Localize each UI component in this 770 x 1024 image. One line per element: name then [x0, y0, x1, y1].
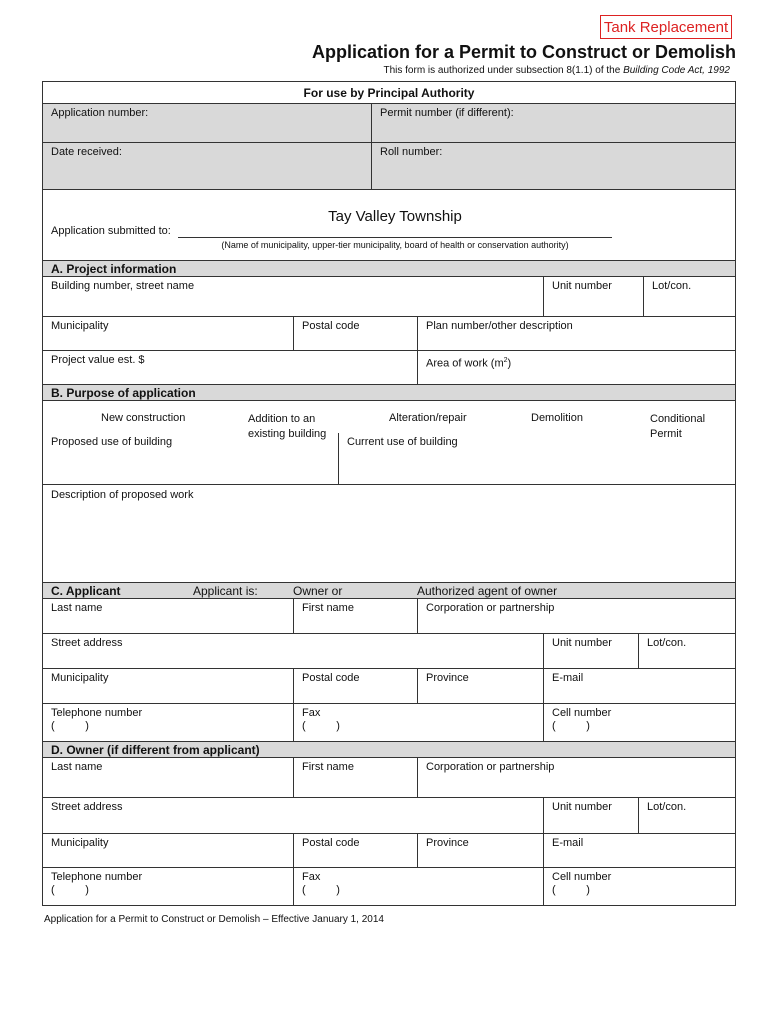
c-email-label: E-mail	[552, 672, 584, 684]
submitted-to-row	[43, 190, 735, 261]
c-corporation-label: Corporation or partnership	[426, 602, 555, 614]
form-title: Application for a Permit to Construct or Demolish	[311, 42, 736, 62]
b-use-row	[43, 433, 735, 485]
d-last-name-label: Last name	[51, 761, 103, 773]
d-fax-paren: ( )	[302, 884, 340, 896]
c-unit-number-label: Unit number	[552, 637, 612, 649]
submitted-to-caption: (Name of municipality, upper-tier municipality, board of health or conservation authority)	[221, 240, 569, 250]
section-b-header: B. Purpose of application	[43, 385, 735, 401]
d-email-field[interactable]	[543, 834, 735, 867]
permit-number-label: Permit number (if different):	[380, 107, 514, 119]
c-province-label: Province	[426, 672, 469, 684]
description-field[interactable]	[43, 485, 735, 582]
d-telephone-field[interactable]	[43, 868, 293, 905]
area-of-work-label: Area of work (m	[426, 357, 504, 370]
c-row-3	[43, 669, 735, 704]
d-first-name-label: First name	[302, 761, 354, 773]
applicant-agent-option[interactable]: Authorized agent of owner	[417, 584, 558, 598]
building-number-label: Building number, street name	[51, 280, 195, 292]
application-number-label: Application number:	[51, 107, 149, 119]
a-unit-number-label: Unit number	[552, 280, 612, 292]
option-addition-line2: existing building	[248, 428, 327, 440]
d-street-address-field[interactable]	[43, 798, 543, 833]
a-lot-con-label: Lot/con.	[652, 280, 692, 292]
principal-row-1	[43, 104, 735, 143]
project-value-field[interactable]	[43, 351, 417, 384]
permit-number-field[interactable]	[371, 104, 735, 142]
c-fax-field[interactable]	[293, 704, 543, 741]
area-close: )	[507, 357, 512, 370]
section-d-header: D. Owner (if different from applicant)	[43, 742, 735, 758]
building-number-field[interactable]	[43, 277, 543, 316]
b-description-row	[43, 485, 735, 583]
application-number-field[interactable]	[43, 104, 371, 142]
d-corporation-field[interactable]	[417, 758, 735, 797]
c-fax-label: Fax	[302, 707, 321, 719]
a-municipality-label: Municipality	[51, 320, 109, 332]
option-new-construction[interactable]: New construction	[101, 412, 186, 424]
c-row-1	[43, 599, 735, 634]
d-street-address-label: Street address	[51, 801, 123, 813]
authority-note	[383, 65, 730, 76]
section-c-title: C. Applicant	[51, 584, 121, 598]
a-row-3	[43, 351, 735, 385]
submitted-to-value[interactable]	[178, 208, 612, 238]
d-row-1	[43, 758, 735, 798]
d-province-label: Province	[426, 837, 469, 849]
submitted-to-label: Application submitted to:	[51, 225, 171, 237]
c-municipality-label: Municipality	[51, 672, 109, 684]
d-cell-field[interactable]	[543, 868, 735, 905]
d-province-field[interactable]	[417, 834, 543, 867]
plan-number-label: Plan number/other description	[426, 320, 573, 332]
c-municipality-field[interactable]	[43, 669, 293, 703]
description-label: Description of proposed work	[51, 489, 194, 501]
a-lot-con-field[interactable]	[643, 277, 735, 316]
d-row-3	[43, 834, 735, 868]
current-use-label: Current use of building	[347, 436, 458, 448]
d-postal-code-label: Postal code	[302, 837, 360, 849]
c-first-name-label: First name	[302, 602, 354, 614]
c-street-address-field[interactable]	[43, 634, 543, 668]
a-row-2	[43, 317, 735, 351]
c-cell-field[interactable]	[543, 704, 735, 741]
applicant-is-label: Applicant is:	[193, 584, 258, 598]
section-a-header: A. Project information	[43, 261, 735, 277]
roll-number-field[interactable]	[371, 143, 735, 189]
c-row-4	[43, 704, 735, 742]
permit-form	[42, 81, 736, 906]
c-unit-number-field[interactable]	[543, 634, 638, 668]
c-lot-con-label: Lot/con.	[647, 637, 687, 649]
d-cell-label: Cell number	[552, 871, 612, 883]
c-telephone-label: Telephone number	[51, 707, 143, 719]
tank-replacement-stamp: Tank Replacement	[600, 15, 732, 39]
d-email-label: E-mail	[552, 837, 584, 849]
submitted-to-value-text: Tay Valley Township	[328, 208, 462, 225]
option-demolition[interactable]: Demolition	[531, 412, 583, 424]
d-postal-code-field[interactable]	[293, 834, 417, 867]
authority-act: Building Code Act, 1992	[623, 65, 730, 76]
c-fax-paren: ( )	[302, 720, 340, 732]
c-last-name-label: Last name	[51, 602, 103, 614]
d-first-name-field[interactable]	[293, 758, 417, 797]
d-fax-field[interactable]	[293, 868, 543, 905]
option-addition-line1: Addition to an	[248, 413, 316, 425]
a-unit-number-field[interactable]	[543, 277, 643, 316]
d-telephone-label: Telephone number	[51, 871, 143, 883]
section-c-header	[43, 583, 735, 599]
date-received-label: Date received:	[51, 146, 122, 158]
d-unit-number-label: Unit number	[552, 801, 612, 813]
a-postal-code-field[interactable]	[293, 317, 417, 350]
project-value-label: Project value est. $	[51, 354, 145, 366]
c-province-field[interactable]	[417, 669, 543, 703]
plan-number-field[interactable]	[417, 317, 735, 350]
c-row-2	[43, 634, 735, 669]
c-last-name-field[interactable]	[43, 599, 293, 633]
d-corporation-label: Corporation or partnership	[426, 761, 555, 773]
d-cell-paren: ( )	[552, 884, 590, 896]
d-lot-con-field[interactable]	[638, 798, 735, 833]
option-conditional-line2: Permit	[650, 428, 682, 440]
d-municipality-label: Municipality	[51, 837, 109, 849]
authority-text: This form is authorized under subsection 8(1.1) of the	[383, 65, 624, 76]
c-telephone-paren: ( )	[51, 720, 89, 732]
a-postal-code-label: Postal code	[302, 320, 360, 332]
c-cell-label: Cell number	[552, 707, 612, 719]
a-municipality-field[interactable]	[43, 317, 293, 350]
c-lot-con-field[interactable]	[638, 634, 735, 668]
current-use-field[interactable]	[338, 433, 735, 484]
d-last-name-field[interactable]	[43, 758, 293, 797]
c-email-field[interactable]	[543, 669, 735, 703]
proposed-use-label: Proposed use of building	[51, 436, 173, 448]
c-postal-code-label: Postal code	[302, 672, 360, 684]
applicant-owner-option[interactable]: Owner or	[293, 584, 343, 598]
option-alteration[interactable]: Alteration/repair	[389, 412, 467, 424]
principal-authority-header: For use by Principal Authority	[43, 82, 735, 104]
c-telephone-field[interactable]	[43, 704, 293, 741]
c-corporation-field[interactable]	[417, 599, 735, 633]
b-options-row	[43, 401, 735, 440]
form-footer: Application for a Permit to Construct or Demolish – Effective January 1, 2014	[44, 914, 384, 925]
d-lot-con-label: Lot/con.	[647, 801, 687, 813]
d-fax-label: Fax	[302, 871, 321, 883]
c-cell-paren: ( )	[552, 720, 590, 732]
d-row-2	[43, 798, 735, 834]
principal-row-2	[43, 143, 735, 190]
c-postal-code-field[interactable]	[293, 669, 417, 703]
c-street-address-label: Street address	[51, 637, 123, 649]
area-of-work-field[interactable]	[417, 351, 735, 384]
option-conditional-line1: Conditional	[650, 413, 706, 425]
d-unit-number-field[interactable]	[543, 798, 638, 833]
c-first-name-field[interactable]	[293, 599, 417, 633]
proposed-use-field[interactable]	[43, 433, 338, 484]
d-telephone-paren: ( )	[51, 884, 89, 896]
d-row-4	[43, 868, 735, 905]
d-municipality-field[interactable]	[43, 834, 293, 867]
a-row-1	[43, 277, 735, 317]
area-sup: 2	[503, 357, 508, 364]
roll-number-label: Roll number:	[380, 146, 443, 158]
date-received-field[interactable]	[43, 143, 371, 189]
